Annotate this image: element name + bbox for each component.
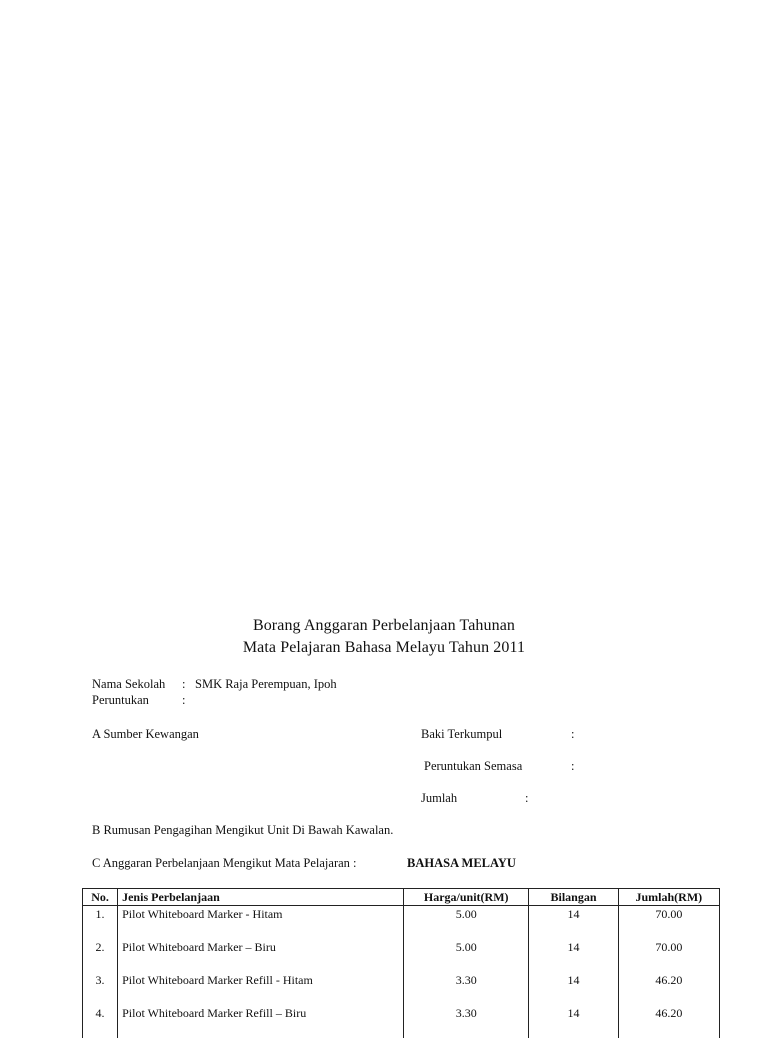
row-expense-type: Pilot Whiteboard Marker Refill - Hitam bbox=[118, 972, 404, 1005]
current-allocation-label: Peruntukan Semasa bbox=[424, 759, 523, 773]
table-row bbox=[83, 939, 720, 972]
total-separator: : bbox=[525, 791, 529, 805]
row-unit-price: 3.30 bbox=[404, 972, 529, 1005]
table-row bbox=[83, 972, 720, 1005]
form-subtitle: Mata Pelajaran Bahasa Melayu Tahun 2011 bbox=[242, 639, 526, 656]
budget-table bbox=[82, 888, 720, 1038]
header-no: No. bbox=[83, 889, 118, 906]
row-no: 3. bbox=[83, 972, 118, 1005]
current-allocation-separator: : bbox=[571, 759, 575, 773]
table-row bbox=[83, 906, 720, 940]
row-quantity: 14 bbox=[529, 939, 618, 972]
row-unit-price: 5.00 bbox=[404, 906, 529, 940]
form-title: Borang Anggaran Perbelanjaan Tahunan bbox=[252, 617, 516, 634]
row-no: 1. bbox=[83, 906, 118, 940]
accumulated-balance-separator: : bbox=[571, 727, 575, 741]
section-a-label: A Sumber Kewangan bbox=[92, 727, 199, 741]
row-quantity: 14 bbox=[529, 906, 618, 940]
school-name-value: SMK Raja Perempuan, Ipoh bbox=[195, 677, 337, 691]
row-unit-price: 5.00 bbox=[404, 939, 529, 972]
header-unit-price: Harga/unit(RM) bbox=[404, 889, 529, 906]
accumulated-balance-label: Baki Terkumpul bbox=[421, 727, 503, 741]
section-b-label: B Rumusan Pengagihan Mengikut Unit Di Bawah Kawalan. bbox=[92, 823, 394, 837]
row-expense-type: Pilot Whiteboard Marker – Biru bbox=[118, 939, 404, 972]
row-quantity: 14 bbox=[529, 972, 618, 1005]
row-no: 4. bbox=[83, 1005, 118, 1038]
row-total: 46.20 bbox=[618, 972, 719, 1005]
row-no: 2. bbox=[83, 939, 118, 972]
header-total: Jumlah(RM) bbox=[618, 889, 719, 906]
header-expense-type: Jenis Perbelanjaan bbox=[118, 889, 404, 906]
section-c-label: C Anggaran Perbelanjaan Mengikut Mata Pelajaran : bbox=[92, 856, 357, 870]
row-expense-type: Pilot Whiteboard Marker - Hitam bbox=[118, 906, 404, 940]
table-row bbox=[83, 1005, 720, 1038]
row-total: 46.20 bbox=[618, 1005, 719, 1038]
school-name-separator: : bbox=[182, 677, 186, 691]
allocation-separator: : bbox=[182, 693, 186, 707]
row-unit-price: 3.30 bbox=[404, 1005, 529, 1038]
row-total: 70.00 bbox=[618, 906, 719, 940]
section-c-subject: BAHASA MELAYU bbox=[407, 856, 516, 870]
allocation-label: Peruntukan bbox=[92, 693, 149, 707]
row-quantity: 14 bbox=[529, 1005, 618, 1038]
table-header-row bbox=[83, 889, 720, 906]
school-name-label: Nama Sekolah bbox=[92, 677, 166, 691]
row-expense-type: Pilot Whiteboard Marker Refill – Biru bbox=[118, 1005, 404, 1038]
total-label: Jumlah bbox=[421, 791, 458, 805]
row-total: 70.00 bbox=[618, 939, 719, 972]
header-quantity: Bilangan bbox=[529, 889, 618, 906]
